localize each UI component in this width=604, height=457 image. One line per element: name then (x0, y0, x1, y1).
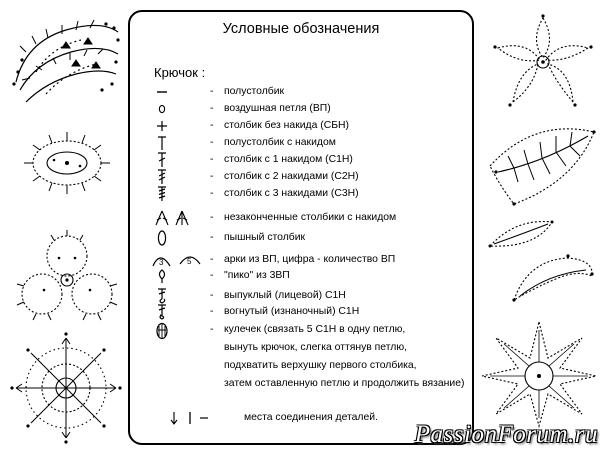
half-double-icon (148, 135, 196, 151)
legend-row-treble-crochet (148, 169, 468, 185)
double-crochet-icon (148, 152, 196, 168)
hook-label: Крючок : (154, 65, 206, 80)
legend-text-picot: "пико" из 3ВП (224, 270, 290, 281)
legend-panel (128, 10, 474, 445)
chain-arch-number-3: 3 (159, 258, 164, 267)
legend-row-picot (148, 268, 468, 284)
trefoil-motif-diagram (14, 228, 120, 324)
oval-leaf-motif-diagram (22, 128, 112, 198)
snowflake-motif-diagram (6, 330, 126, 446)
legend-dash: - (210, 290, 214, 301)
chain-arch-number-5: 5 (187, 257, 192, 266)
leaf-pair-motif-diagram (6, 12, 124, 112)
legend-dash: - (210, 137, 214, 148)
legend-text-chain-loop: воздушная петля (ВП) (224, 103, 331, 114)
chain-arch-icon (148, 252, 196, 268)
legend-row-half-stitch (148, 84, 468, 100)
legend-row-unfinished-cluster (148, 210, 468, 226)
chain-loop-icon (148, 101, 196, 117)
legend-text-single-crochet: столбик без накида (СБН) (224, 120, 350, 131)
star-flower-motif-diagram (478, 318, 600, 428)
legend-text-back-post: вогнутый (изнаночный) С1Н (224, 306, 360, 317)
bullion-icon (148, 322, 196, 338)
small-leaf-motif-diagram (486, 214, 556, 254)
legend-dash: - (210, 232, 214, 243)
legend-text-double-treble: столбик с 3 накидами (С3Н) (224, 188, 359, 199)
legend-row-half-double (148, 135, 468, 151)
legend-text-front-post: выпуклый (лицевой) С1Н (224, 290, 346, 301)
legend-row-puff-stitch (148, 230, 468, 246)
legend-text-puff-stitch: пышный столбик (224, 232, 306, 243)
legend-row-chain-loop (148, 101, 468, 117)
legend-text-half-stitch: полустолбик (224, 86, 285, 97)
legend-text-treble-crochet: столбик с 2 накидами (С2Н) (224, 171, 359, 182)
bullion-continuation-line-3: затем оставленную петлю и продолжить вязание) (224, 378, 465, 389)
back-post-icon (148, 304, 196, 320)
double-treble-icon (148, 186, 196, 202)
legend-row-single-crochet (148, 118, 468, 134)
legend-text-chain-arch: арки из ВП, цифра - количество ВП (224, 254, 396, 265)
legend-text-half-double: полустолбик с накидом (224, 137, 336, 148)
legend-dash: - (210, 254, 214, 265)
legend-text-unfinished-cluster: незаконченные столбики с накидом (224, 212, 397, 223)
legend-row-double-treble (148, 186, 468, 202)
legend-text-double-crochet: столбик с 1 накидом (С1Н) (224, 154, 353, 165)
legend-dash: - (210, 171, 214, 182)
legend-title: Условные обозначения (222, 21, 380, 37)
legend-row-front-post (148, 288, 468, 304)
legend-row-chain-arch (148, 252, 468, 268)
treble-crochet-icon (148, 169, 196, 185)
legend-dash: - (210, 324, 214, 335)
join-arrow-icon (158, 410, 218, 426)
curled-leaf-motif-diagram (508, 250, 598, 310)
legend-dash: - (210, 270, 214, 281)
legend-dash: - (210, 103, 214, 114)
flower-motif-diagram (488, 10, 598, 110)
legend-dash: - (210, 120, 214, 131)
legend-dash: - (210, 188, 214, 199)
puff-stitch-icon (148, 230, 196, 246)
legend-text-bullion: кулечек (связать 5 С1Н в одну петлю, (224, 324, 406, 335)
half-stitch-icon (148, 84, 196, 100)
legend-text-join: места соединения деталей. (244, 412, 378, 423)
bullion-continuation-line-1: вынуть крючок, слегка оттянув петлю, (224, 342, 408, 353)
legend-dash: - (210, 212, 214, 223)
front-post-icon (148, 288, 196, 304)
picot-icon (148, 268, 196, 284)
single-crochet-icon (148, 118, 196, 134)
large-leaf-motif-diagram (484, 122, 600, 208)
legend-row-back-post (148, 304, 468, 320)
bullion-continuation-line-2: подхватить верхушку первого столбика, (224, 360, 417, 371)
legend-row-bullion (148, 322, 468, 338)
legend-dash: - (210, 154, 214, 165)
watermark: PassionForum.ru (414, 421, 598, 448)
legend-row-double-crochet (148, 152, 468, 168)
legend-dash: - (210, 86, 214, 97)
unfinished-cluster-icon (148, 210, 196, 226)
legend-dash: - (210, 306, 214, 317)
